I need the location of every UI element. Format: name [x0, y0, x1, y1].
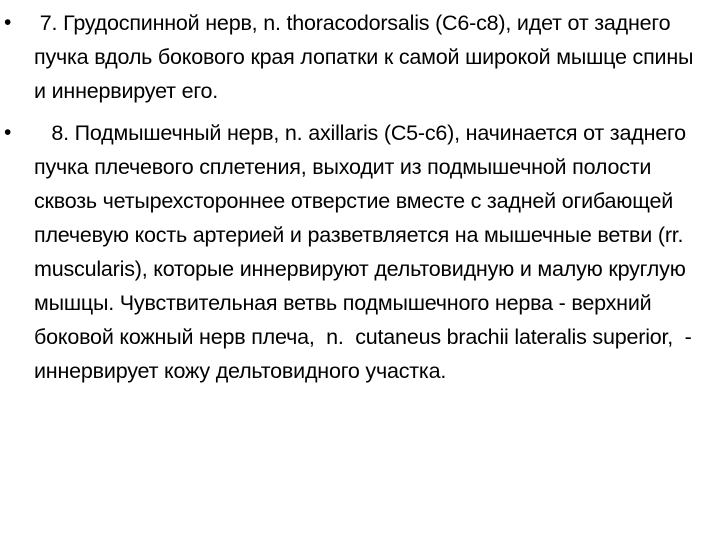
bullet-list [0, 6, 720, 396]
bullet-marker: • [4, 11, 12, 34]
bullet-item-thoracodorsal-nerve [0, 6, 720, 108]
bullet-item-axillary-nerve [0, 116, 720, 388]
bullet-marker: • [4, 121, 12, 144]
bullet-text: 8. Подмышечный нерв, n. axillaris (С5-с6), начинается от заднего пучка плечевого сплетения, выходит из подмышечной полости сквозь четырехстороннее отверстие вместе с задней огибающей плечевую кость артерией и разветвляется на мышечные ветви (rr. muscularis), которые иннервируют дельтовидную и малую круглую мышцы. Чувствительная ветвь подмышечного нерва - верхний боковой кожный нерв плеча, n. cutaneus brachii lateralis superior, - иннервирует кожу дельтовидного участка. [34, 121, 698, 383]
bullet-text: 7. Грудоспинной нерв, n. thoracodorsalis (С6-с8), идет от заднего пучка вдоль бокового края лопатки к самой широкой мышце спины и иннервирует его. [34, 11, 700, 103]
